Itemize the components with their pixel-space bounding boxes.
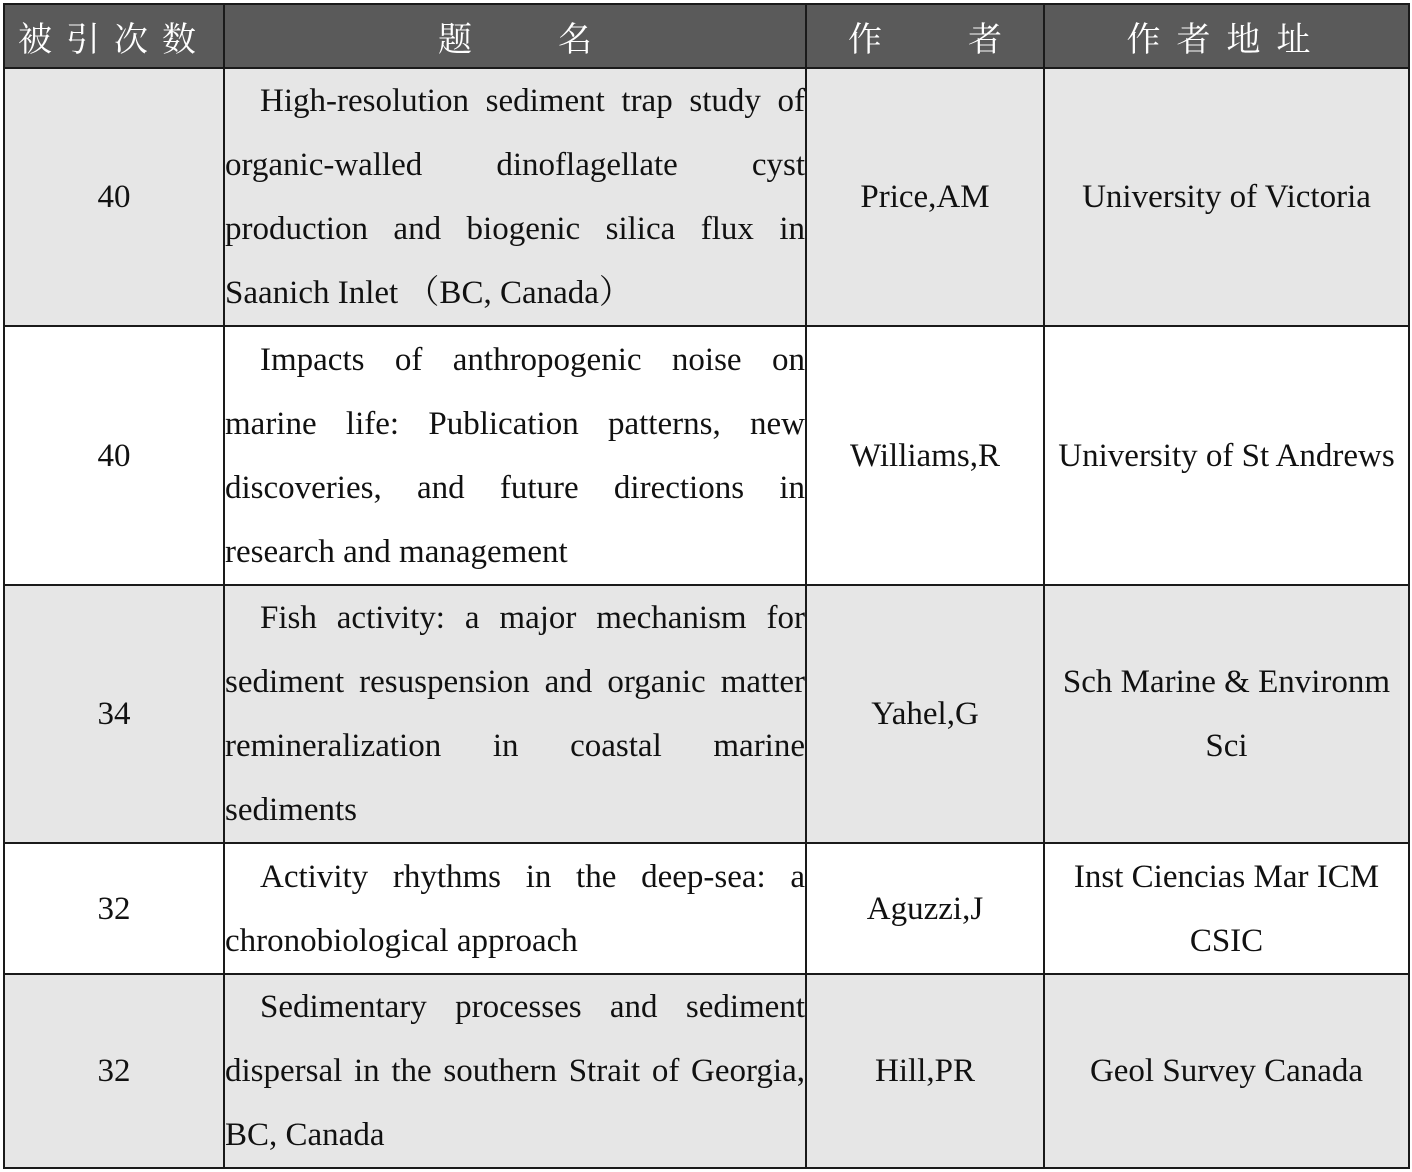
title-cell: High-resolution sediment trap study of organic-walled dinoflagellate cyst production and biogenic silica flux in Saanich Inlet （BC, Canada） bbox=[224, 68, 806, 326]
author-cell: Yahel,G bbox=[806, 585, 1044, 843]
table-row bbox=[4, 843, 1409, 973]
citation-count-cell: 40 bbox=[4, 68, 224, 326]
citation-table bbox=[3, 3, 1410, 1169]
header-row bbox=[4, 4, 1409, 68]
citation-count-cell: 34 bbox=[4, 585, 224, 843]
citation-count-cell: 40 bbox=[4, 326, 224, 584]
header-author-address: 作者地址 bbox=[1044, 4, 1409, 68]
header-title-char-1: 题 bbox=[438, 19, 472, 60]
header-author-char-2: 者 bbox=[968, 19, 1002, 60]
title-cell: Impacts of anthropogenic noise on marine life: Publication patterns, new discoveries, and future directions in research and management bbox=[224, 326, 806, 584]
citation-count-cell: 32 bbox=[4, 974, 224, 1168]
address-cell: Sch Marine & Environm Sci bbox=[1044, 585, 1409, 843]
header-title bbox=[224, 4, 806, 68]
title-cell: Activity rhythms in the deep-sea: a chronobiological approach bbox=[224, 843, 806, 973]
header-author bbox=[806, 4, 1044, 68]
address-cell: Inst Ciencias Mar ICM CSIC bbox=[1044, 843, 1409, 973]
header-citation-count: 被引次数 bbox=[4, 4, 224, 68]
author-cell: Williams,R bbox=[806, 326, 1044, 584]
table-row bbox=[4, 585, 1409, 843]
table-row bbox=[4, 68, 1409, 326]
header-author-char-1: 作 bbox=[848, 19, 882, 60]
header-title-char-2: 名 bbox=[558, 19, 592, 60]
title-cell: Sedimentary processes and sediment dispersal in the southern Strait of Georgia, BC, Canada bbox=[224, 974, 806, 1168]
title-cell: Fish activity: a major mechanism for sediment resuspension and organic matter remineralization in coastal marine sediments bbox=[224, 585, 806, 843]
table-row bbox=[4, 974, 1409, 1168]
citation-count-cell: 32 bbox=[4, 843, 224, 973]
address-cell: Geol Survey Canada bbox=[1044, 974, 1409, 1168]
author-cell: Aguzzi,J bbox=[806, 843, 1044, 973]
table-row bbox=[4, 326, 1409, 584]
address-cell: University of St Andrews bbox=[1044, 326, 1409, 584]
author-cell: Hill,PR bbox=[806, 974, 1044, 1168]
address-cell: University of Victoria bbox=[1044, 68, 1409, 326]
author-cell: Price,AM bbox=[806, 68, 1044, 326]
